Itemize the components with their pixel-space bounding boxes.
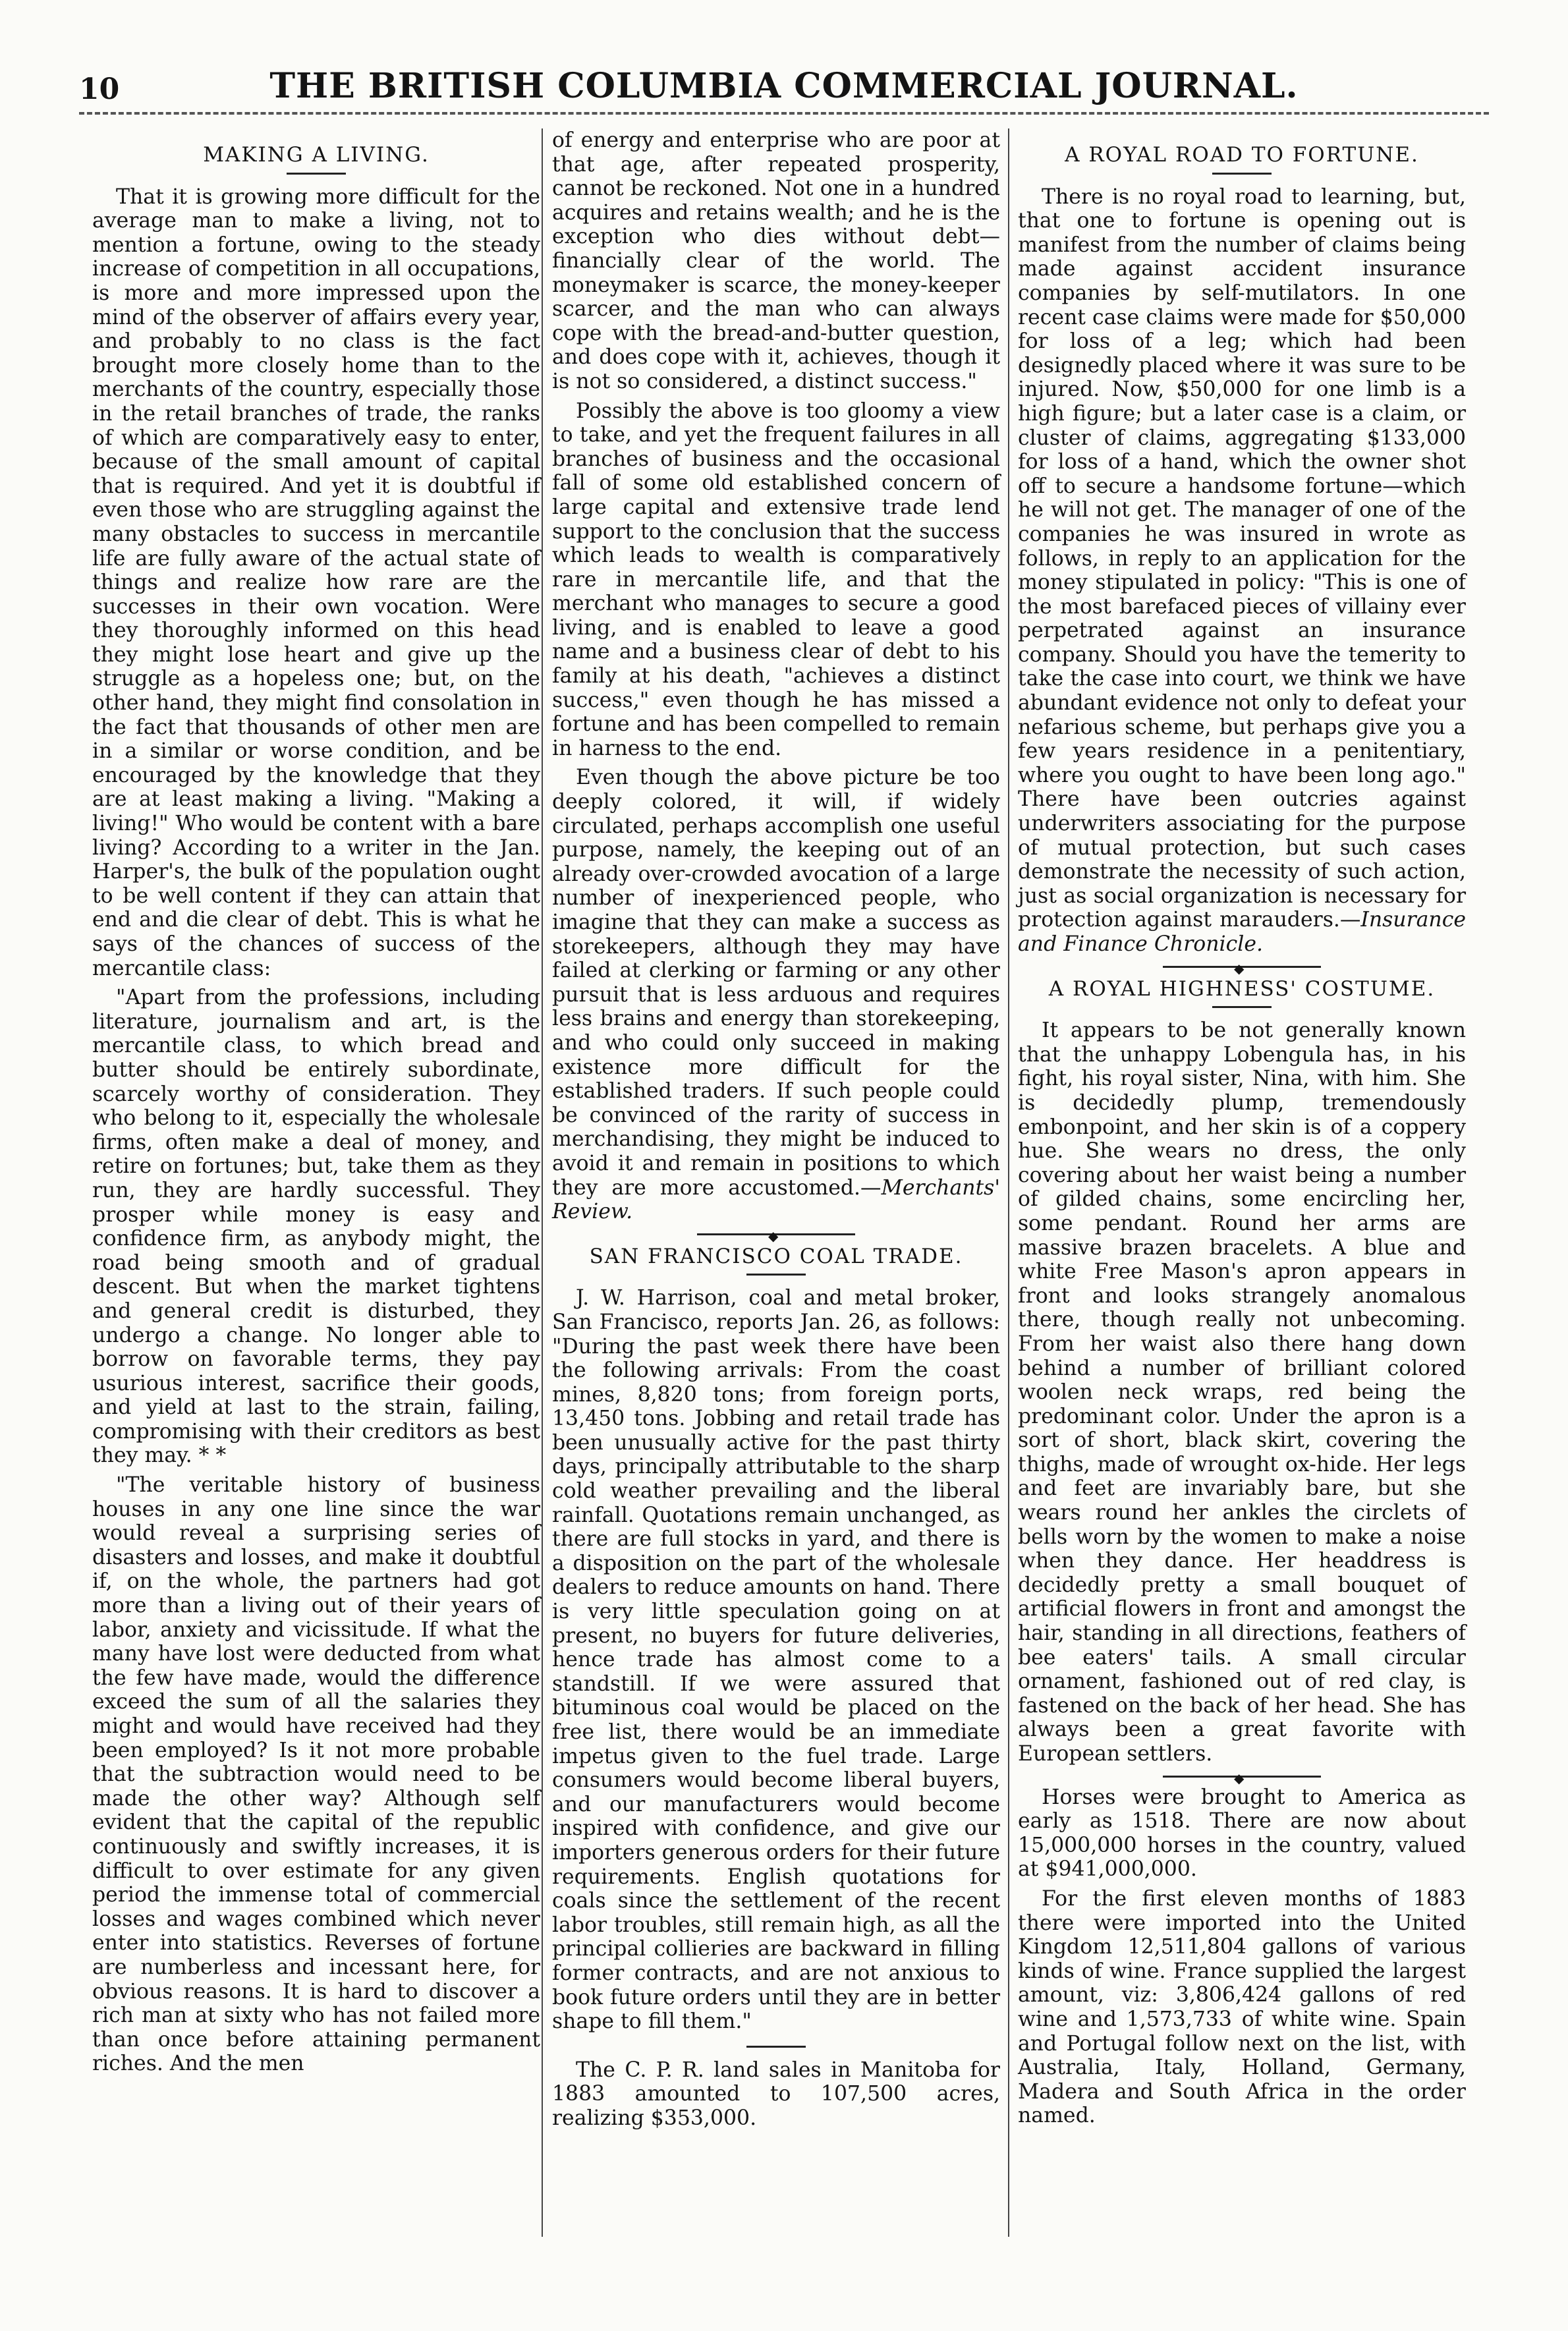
news-note: Horses were brought to America as early as 1518. There are now about 15,000,000 horses in the country, valued at $941,000,000. xyxy=(1018,1785,1466,1882)
article-heading: MAKING A LIVING. xyxy=(203,143,430,167)
ornament-rule xyxy=(697,1233,855,1235)
ornament-rule xyxy=(1163,1776,1321,1778)
article-paragraph xyxy=(1018,185,1466,957)
news-note: For the first eleven months of 1883 there were imported into the United Kingdom 12,511,804 gallons of various kinds of wine. France supplied the largest amount, viz: 3,806,424 gallons of red wine and 1,573,733 of white wine. Spain and Portugal follow next on the list, with Australia, Italy, Holland, Germany, Madera and South Africa in the order named. xyxy=(1018,1886,1466,2128)
column-divider xyxy=(1008,128,1009,2237)
news-note: The C. P. R. land sales in Manitoba for 1883 amounted to 107,500 acres, realizing $353,000. xyxy=(552,2058,1000,2130)
heading-rule xyxy=(287,173,346,175)
header-rule xyxy=(79,112,1489,115)
column-1 xyxy=(92,128,540,2081)
article-heading: SAN FRANCISCO COAL TRADE. xyxy=(589,1244,963,1268)
article-heading: A ROYAL HIGHNESS' COSTUME. xyxy=(1048,976,1436,1001)
heading-rule xyxy=(1212,1006,1272,1008)
article-paragraph: "The veritable history of business houses in any one line since the war would reveal a surprising series of disasters and losses, and make it doubtful if, on the whole, the partners had got more than a living out of their years of labor, anxiety and vicissitude. If what the many have lost were deducted from what the few have made, would the difference exceed the sum of all the salaries they might and would have received had they been employed? Is it not more probable that the subtraction would need to be made the other way? Although self evident that the capital of the republic continuously and swiftly increases, it is difficult to over estimate for any given period the immense total of commercial losses and wages combined which never enter into statistics. Reverses of fortune are numberless and incessant here, for obvious reasons. It is hard to discover a rich man at sixty who has not failed more than once before attaining permanent riches. And the men xyxy=(92,1473,540,2076)
article-paragraph: That it is growing more difficult for the average man to make a living, not to mention a fortune, owing to the steady increase of competition in all occupations, is more and more impressed upon the mind of the observer of affairs every year, and probably to no class is the fact brought more closely home than to the merchants of the country, especially those in the retail branches of trade, the ranks of which are comparatively easy to enter, because of the small amount of capital that is required. And yet it is doubtful if even those who are struggling against the many obstacles to success in mercantile life are fully aware of the actual state of things and realize how rare are the successes in their own vocation. Were they thoroughly informed on this head they might lose heart and give up the struggle as a hopeless one; but, on the other hand, they might find consolation in the fact that thousands of other men are in a similar or worse condition, and be encouraged by the knowledge that they are at least making a living. "Making a living!" Who would be content with a bare living? According to a writer in the Jan. Harper's, the bulk of the population ought to be well content if they can attain that end and die clear of debt. This is what he says of the chances of success of the mercantile class: xyxy=(92,184,540,980)
heading-rule xyxy=(746,1274,806,1276)
article-paragraph: J. W. Harrison, coal and metal broker, San Francisco, reports Jan. 26, as follows: "During the past week there have been the following arrivals: From the coast mines, 8,820 tons; from foreign ports, 13,450 tons. Jobbing and retail trade has been unusually active for the past thirty days, principally attributable to the sharp cold weather prevailing and the liberal rainfall. Quotations remain unchanged, as there are full stocks in yard, and there is a disposition on the part of the wholesale dealers to reduce amounts on hand. There is very little speculation going on at present, no buyers for future deliveries, hence trade has almost come to a standstill. If we were assured that bituminous coal would be placed on the free list, there would be an immediate impetus given to the fuel trade. Large consumers would become liberal buyers, and our manufacturers would become inspired with confidence, and give our importers generous orders for their future requirements. English quotations for coals since the settlement of the recent labor troubles, still remain high, as all the principal collieries are backward in filling former contracts, and are not anxious to book future orders until they are in better shape to fill them." xyxy=(552,1286,1000,2034)
paragraph-text: There is no royal road to learning, but, that one to fortune is opening out is manifest from the number of claims being made against accident insurance companies by self-mutilators. In one recent case claims were made for $50,000 for loss of a leg; which had been designedly placed where it was sure to be injured. Now, $50,000 for one limb is a high figure; but a later case is a claim, or cluster of claims, aggregating $133,000 for loss of a hand, which the owner shot off to secure a handsome fortune—which he will not get. The manager of one of the companies he was insured in wrote as follows, in reply to an application for the money stipulated in policy: "This is one of the most barefaced pieces of villainy ever perpetrated against an insurance company. Should you have the temerity to take the case into court, we think we have abundant evidence not only to defeat your nefarious scheme, but perhaps give you a few years residence in a penitentiary, where you ought to have been long ago." There have been outcries against underwriters associating for the purpose of mutual protection, but such cases demonstrate the necessity of such action, just as social organization is necessary for protection against marauders.— xyxy=(1018,184,1466,932)
article-paragraph: Possibly the above is too gloomy a view to take, and yet the frequent failures in all branches of business and the occasional fall of some old established concern of large capital and extensive trade lend support to the conclusion that the success which leads to wealth is comparatively rare in mercantile life, and that the merchant who manages to secure a good living, and is enabled to leave a good name and a business clear of debt to his family at his death, "achieves a distinct success," even though he has missed a fortune and has been compelled to remain in harness to the end. xyxy=(552,399,1000,760)
column-divider xyxy=(542,128,543,2237)
source-attribution: Insurance and Finance Chronicle. xyxy=(1018,908,1466,956)
article-paragraph: It appears to be not generally known that the unhappy Lobengula has, in his fight, his royal sister, Nina, with him. She is decidedly plump, tremendously embonpoint, and her skin is of a coppery hue. She wears no dress, the only covering about her waist being a number of gilded chains, some encircling her, some pendant. Round her arms are massive brazen bracelets. A blue and white Free Mason's apron appears in front and looks strangely anomalous there, though really not unbecoming. From her waist also there hang down behind a number of brilliant colored woolen neck wraps, red being the predominant color. Under the apron is a sort of short, black skirt, covering the thighs, made of wrought ox-hide. Her legs and feet are invariably bare, but she wears round her ankles the circlets of bells worn by the women to make a noise when they dance. Her headdress is decidedly pretty a small bouquet of artificial flowers in front and amongst the hair, standing in all directions, feathers of bee eaters' tails. A small circular ornament, fashioned out of red clay, is fastened on the back of her head. She has always been a great favorite with European settlers. xyxy=(1018,1019,1466,1766)
section-rule xyxy=(746,2046,806,2048)
source-attribution: Merchants' Review. xyxy=(552,1175,1000,1224)
page-number: 10 xyxy=(79,72,120,106)
ornament-rule xyxy=(1163,966,1321,968)
article-paragraph: of energy and enterprise who are poor at that age, after repeated prosperity, cannot be reckoned. Not one in a hundred acquires and retains wealth; and he is the exception who dies without debt—financially clear of the world. The moneymaker is scarce, the money-keeper scarcer, and the man who can always cope with the bread-and-butter question, and does cope with it, achieves, though it is not so considered, a distinct success." xyxy=(552,128,1000,393)
article-heading: A ROYAL ROAD TO FORTUNE. xyxy=(1065,143,1419,167)
column-2 xyxy=(552,128,1000,2136)
paragraph-text: Even though the above picture be too deeply colored, it will, if widely circulated, perhaps accomplish one useful purpose, namely, the keeping out of an already over-crowded avocation of a large number of inexperienced people, who imagine that they can make a success as storekeepers, although they may have failed at clerking or farming or any other pursuit that is less arduous and requires less brains and energy than storekeeping, and who could only succeed in making existence more difficult for the established traders. If such people could be convinced of the rarity of success in merchandising, they might be induced to avoid it and remain in positions to which they are more accustomed.— xyxy=(552,766,1000,1200)
heading-rule xyxy=(1212,173,1272,175)
article-paragraph xyxy=(552,766,1000,1223)
journal-title: THE BRITISH COLUMBIA COMMERCIAL JOURNAL. xyxy=(269,66,1299,106)
column-3 xyxy=(1018,128,1466,2133)
article-paragraph: "Apart from the professions, including literature, journalism and art, is the mercantile class, to which bread and butter should be entirely subordinate, scarcely worthy of consideration. They who belong to it, especially the wholesale firms, often make a deal of money, and retire on fortunes; but, take them as they run, they are hardly successful. They prosper while money is easy and confidence firm, as anybody might, the road being smooth and of gradual descent. But when the market tightens and general credit is disturbed, they undergo a change. No longer able to borrow on favorable terms, they pay usurious interest, sacrifice their goods, and yield at last to the strain, failing, compromising with their creditors as best they may. * * xyxy=(92,986,540,1468)
